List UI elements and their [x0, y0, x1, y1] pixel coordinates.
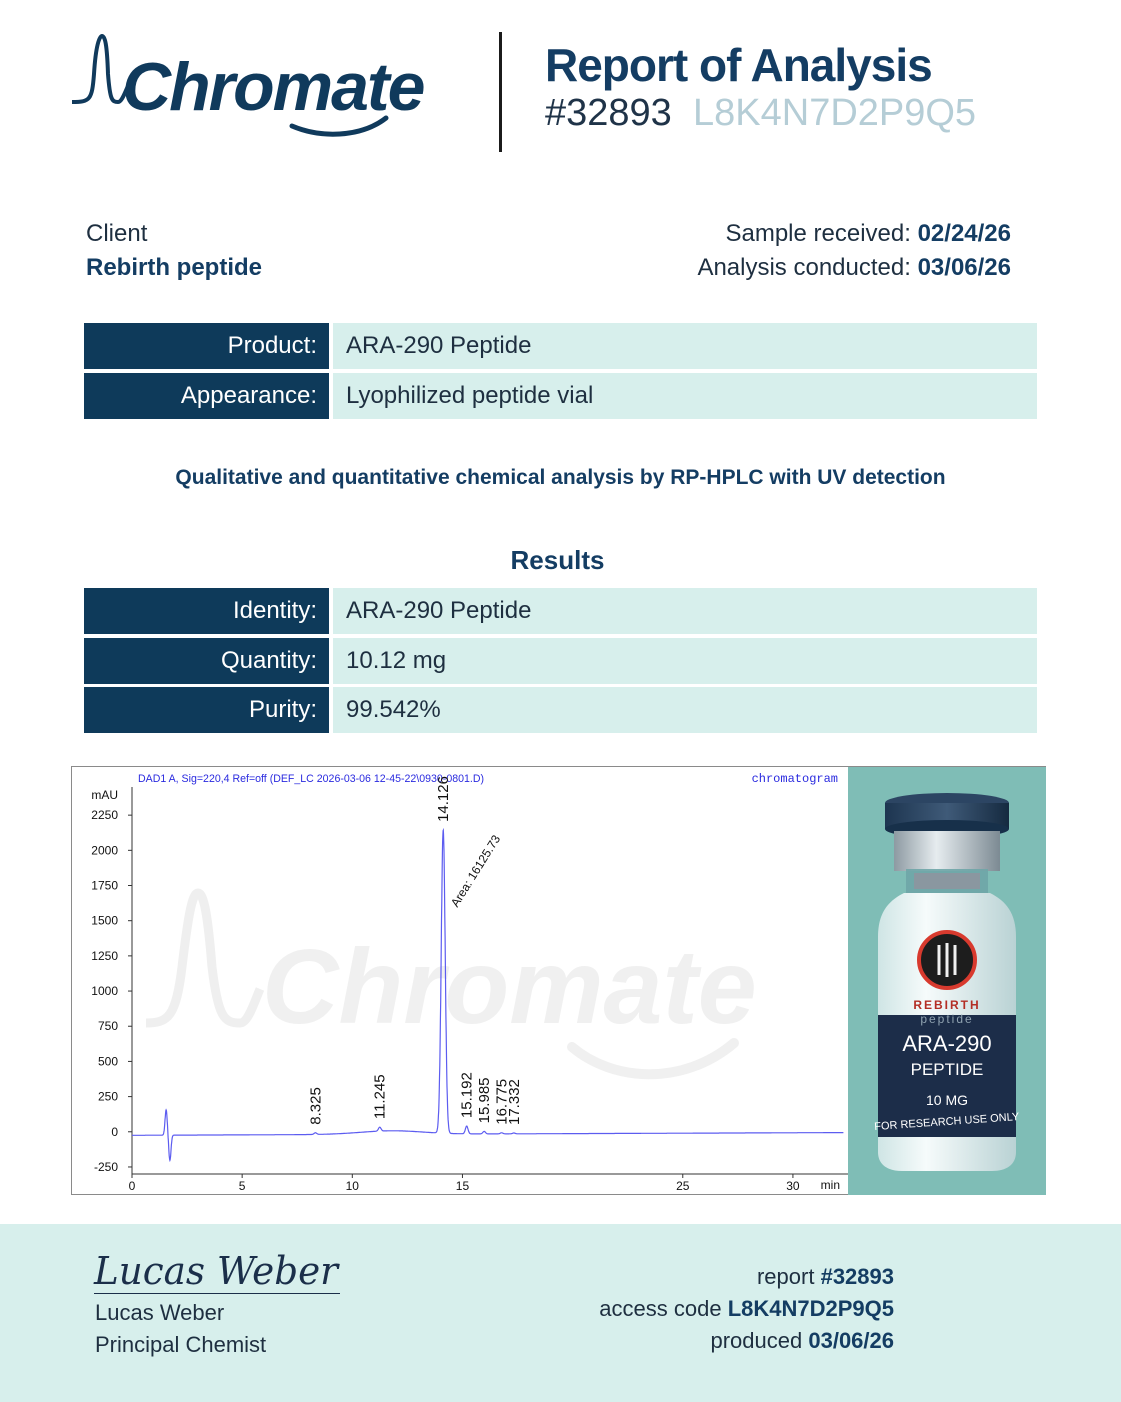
y-tick-label: 2250	[91, 808, 118, 823]
watermark	[146, 893, 757, 1074]
analysis-conducted-label: Analysis conducted:	[697, 254, 911, 281]
x-tick-label: 10	[345, 1179, 359, 1193]
chromatogram-chart	[72, 767, 848, 1194]
analysis-conducted-date: 03/06/26	[917, 254, 1011, 281]
peak-area-label: Area: 16125.73	[447, 832, 504, 910]
vial-disclaimer: FOR RESEARCH USE ONLY	[873, 1110, 1020, 1134]
x-tick-label: 25	[676, 1179, 690, 1193]
y-tick-label: 1500	[91, 913, 118, 928]
x-tick-label: 30	[786, 1179, 800, 1193]
report-number: #32893	[545, 92, 672, 134]
footer-access	[599, 1296, 894, 1322]
peak-label: 15.985	[476, 1077, 494, 1124]
x-axis-unit: min	[820, 1178, 840, 1192]
report-title: Report of Analysis	[545, 39, 932, 91]
vial-product-name: ARA-290	[902, 1031, 992, 1056]
purity-label: Purity:	[84, 687, 329, 733]
vial-image	[848, 767, 1046, 1195]
peak-label: 17.332	[505, 1079, 523, 1125]
chart-title: DAD1 A, Sig=220,4 Ref=off (DEF_LC 2026-03-06 12-45-22\0930-0801.D)	[138, 773, 484, 785]
y-tick-label: 250	[97, 1089, 118, 1104]
y-tick-label: 500	[97, 1054, 118, 1069]
header-divider	[499, 32, 502, 152]
signature-line	[94, 1293, 340, 1294]
sample-received	[725, 220, 1011, 248]
y-tick-label: 1000	[91, 984, 118, 999]
identity-value: ARA-290 Peptide	[333, 588, 1037, 634]
vial-brand-bottom: peptide	[920, 1012, 974, 1026]
analysis-conducted	[697, 254, 1011, 282]
signature-text: Lucas Weber	[93, 1249, 341, 1293]
brand-wordmark: Chromate	[122, 49, 424, 125]
footer-report-number: #32893	[820, 1264, 894, 1289]
x-tick-label: 5	[238, 1179, 246, 1193]
footer-access-label: access code	[599, 1296, 722, 1321]
y-tick-label: 2000	[91, 843, 118, 858]
peak-label: 8.325	[307, 1087, 325, 1125]
footer-report	[757, 1264, 894, 1290]
chart-corner-label: chromatogram	[751, 772, 838, 786]
footer-produced-label: produced	[710, 1328, 803, 1353]
vial-product-kind: PEPTIDE	[910, 1060, 984, 1079]
identity-row	[84, 588, 1037, 634]
vial-dose: 10 MG	[925, 1092, 969, 1108]
quantity-label: Quantity:	[84, 638, 329, 684]
y-tick-label: 0	[111, 1124, 118, 1139]
vial-brand-top: REBIRTH	[913, 998, 981, 1012]
y-tick-label: -250	[93, 1159, 118, 1174]
identity-label: Identity:	[84, 588, 329, 634]
client-label: Client	[86, 220, 148, 247]
signer-name: Lucas Weber	[95, 1300, 225, 1325]
client-name: Rebirth peptide	[86, 254, 263, 281]
quantity-row	[84, 638, 1037, 684]
y-tick-label: 1250	[91, 948, 118, 963]
y-tick-label: 1750	[91, 878, 118, 893]
quantity-value: 10.12 mg	[333, 638, 1037, 684]
watermark-text: Chromate	[262, 928, 757, 1046]
peak-label: 15.192	[458, 1072, 476, 1119]
y-axis-unit: mAU	[91, 788, 118, 802]
x-tick-label: 15	[455, 1179, 470, 1193]
x-tick-label: 0	[128, 1179, 136, 1193]
footer-access-code: L8K4N7D2P9Q5	[727, 1296, 894, 1321]
peak-label: 11.245	[371, 1074, 389, 1120]
product-label: Product:	[84, 323, 329, 369]
purity-value: 99.542%	[333, 687, 1037, 733]
sample-received-label: Sample received:	[725, 220, 911, 247]
peak-label: 16.775	[493, 1078, 511, 1125]
footer-report-label: report	[756, 1264, 815, 1289]
purity-row	[84, 687, 1037, 733]
appearance-row	[84, 373, 1037, 419]
peak-label: 14.126	[435, 776, 453, 822]
access-code: L8K4N7D2P9Q5	[693, 92, 977, 134]
product-value: ARA-290 Peptide	[333, 323, 1037, 369]
results-heading: Results	[510, 545, 605, 575]
footer-produced-date: 03/06/26	[808, 1328, 894, 1353]
method-description: Qualitative and quantitative chemical analysis by RP-HPLC with UV detection	[175, 466, 946, 489]
sample-received-date: 02/24/26	[917, 220, 1011, 247]
footer-produced	[710, 1328, 894, 1354]
signature	[92, 1240, 352, 1296]
appearance-label: Appearance:	[84, 373, 329, 419]
y-tick-label: 750	[97, 1019, 118, 1034]
signer-title: Principal Chemist	[95, 1332, 267, 1357]
appearance-value: Lyophilized peptide vial	[333, 373, 1037, 419]
product-row	[84, 323, 1037, 369]
